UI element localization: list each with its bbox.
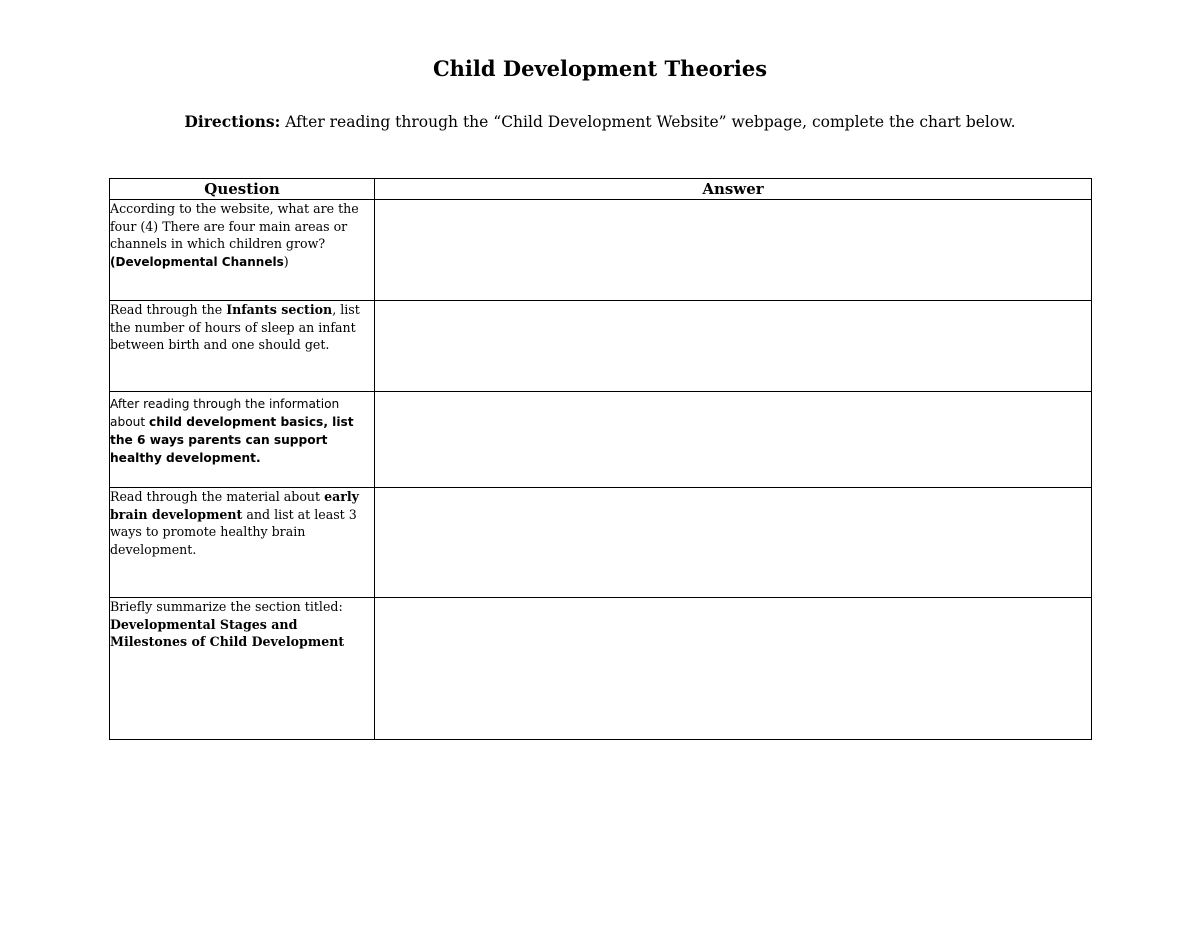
- question-cell-channels: [110, 200, 375, 301]
- directions-text: After reading through the “Child Development Website” webpage, complete the chart below.: [280, 113, 1016, 131]
- table-row: [110, 488, 1092, 598]
- page-title: Child Development Theories: [432, 56, 768, 81]
- table-row: [110, 200, 1092, 301]
- question-text: ): [283, 253, 289, 269]
- question-emphasis: child development basics, list the 6 ways parents can support healthy development.: [110, 415, 354, 465]
- table-row: [110, 598, 1092, 740]
- directions-label: Directions:: [184, 112, 281, 131]
- question-emphasis: early brain development: [110, 489, 359, 522]
- answer-cell-milestones[interactable]: [375, 598, 1092, 740]
- question-text: After reading through the information about: [110, 397, 340, 429]
- answer-header: Answer: [375, 179, 1092, 200]
- table-row: [110, 301, 1092, 392]
- table-row: [110, 392, 1092, 488]
- question-cell-milestones: [110, 598, 375, 740]
- question-text: Read through the: [110, 302, 227, 317]
- answer-cell-brain-development[interactable]: [375, 488, 1092, 598]
- question-emphasis: Developmental Stages and Milestones of Child Development: [110, 616, 345, 649]
- question-text: , list the number of hours of sleep an infant between birth and one should get.: [110, 302, 360, 352]
- question-text: According to the website, what are the four (4) There are four main areas or channels in which children grow?: [110, 201, 359, 251]
- answer-cell-parent-support[interactable]: [375, 392, 1092, 488]
- answer-cell-channels[interactable]: [375, 200, 1092, 301]
- header-row: [110, 179, 1092, 200]
- question-emphasis: (Developmental Channels: [110, 254, 284, 269]
- question-header: Question: [110, 179, 375, 200]
- question-emphasis: Infants section: [226, 302, 333, 317]
- question-answer-chart: [109, 178, 1092, 740]
- question-cell-parent-support: [110, 392, 375, 488]
- question-text: Read through the material about: [110, 489, 325, 504]
- question-text: Briefly summarize the section titled:: [110, 599, 343, 614]
- directions-line: [0, 112, 1200, 131]
- question-text: and list at least 3 ways to promote healthy brain development.: [110, 506, 357, 557]
- answer-cell-infant-sleep[interactable]: [375, 301, 1092, 392]
- question-cell-brain-development: [110, 488, 375, 598]
- question-cell-infant-sleep: [110, 301, 375, 392]
